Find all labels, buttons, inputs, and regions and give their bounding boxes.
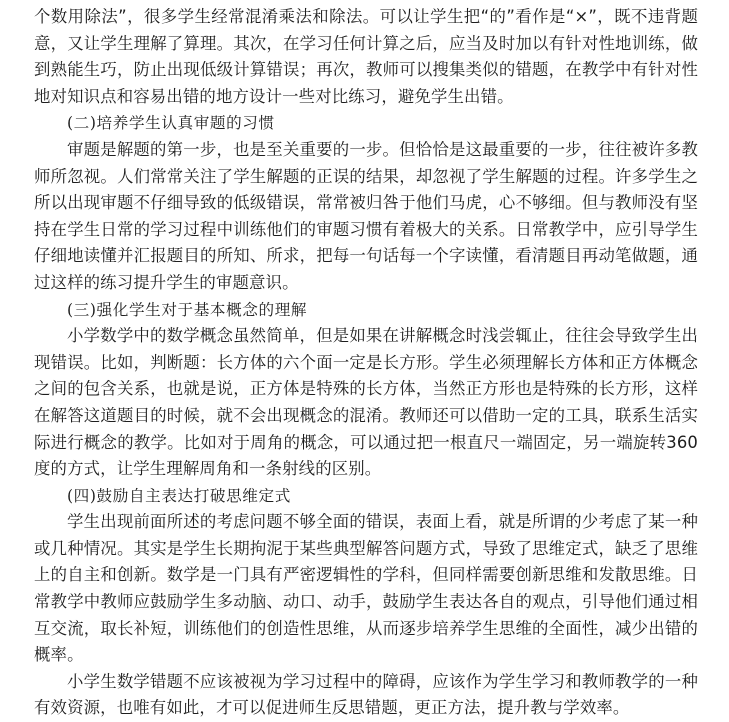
section-heading-3: (三)强化学生对于基本概念的理解 <box>67 300 308 319</box>
body-paragraph-conclusion: 小学生数学错题不应该被视为学习过程中的障碍，应该作为学生学习和教师教学的一种有效资源，也唯有如此，才可以促进师生反思错题，更正方法，提升教与学效率。 <box>34 671 698 718</box>
body-paragraph-2: 审题是解题的第一步，也是至关重要的一步。但恰恰是这最重要的一步，往往被许多教师所忽视。人们常常关注了学生解题的正误的结果，却忽视了学生解题的过程。许多学生之所以出现审题不仔细导致的低级错误，常常被归咎于他们马虎，心不够细。但与教师没有坚持在学生日常的学习过程中训练他们的审题习惯有着极大的关系。日常教学中，应引导学生仔细地读懂并汇报题目的所知、所求，把每一句话每一个字读懂，看清题目再动笔做题，通过这样的练习提升学生的审题意识。 <box>34 139 698 292</box>
body-paragraph-1: 个数用除法”，很多学生经常混淆乘法和除法。可以让学生把“的”看作是“×”，既不违背题意，又让学生理解了算理。其次，在学习任何计算之后，应当及时加以有针对性地训练，做到熟能生巧，防止出现低级计算错误；再次，教师可以搜集类似的错题，在教学中有针对性地对知识点和容易出错的地方设计一些对比练习，避免学生出错。 <box>34 7 698 106</box>
section-heading-2: (二)培养学生认真审题的习惯 <box>67 114 275 133</box>
body-paragraph-3: 小学数学中的数学概念虽然简单，但是如果在讲解概念时浅尝辄止，往往会导致学生出现错误。比如，判断题：长方体的六个面一定是长方形。学生必须理解长方体和正方体概念之间的包含关系，也就是说，正方体是特殊的长方体，当然正方形也是特殊的长方形，这样在解答这道题目的时候，就不会出现概念的混淆。教师还可以借助一定的工具，联系生活实际进行概念的教学。比如对于周角的概念，可以通过把一根直尺一端固定，另一端旋转360度的方式，让学生理解周角和一条射线的区别。 <box>34 326 698 479</box>
document-page <box>34 4 698 722</box>
body-paragraph-4: 学生出现前面所述的考虑问题不够全面的错误，表面上看，就是所谓的少考虑了某一种或几种情况。其实是学生长期拘泥于某些典型解答问题方式，导致了思维定式，缺乏了思维上的自主和创新。数学是一门具有严密逻辑性的学科，但同样需要创新思维和发散思维。日常教学中教师应鼓励学生多动脑、动口、动手，鼓励学生表达各自的观点，引导他们通过相互交流，取长补短，训练他们的创造性思维，从而逐步培养学生思维的全面性，减少出错的概率。 <box>34 512 698 665</box>
section-heading-4: (四)鼓励自主表达打破思维定式 <box>67 486 291 505</box>
